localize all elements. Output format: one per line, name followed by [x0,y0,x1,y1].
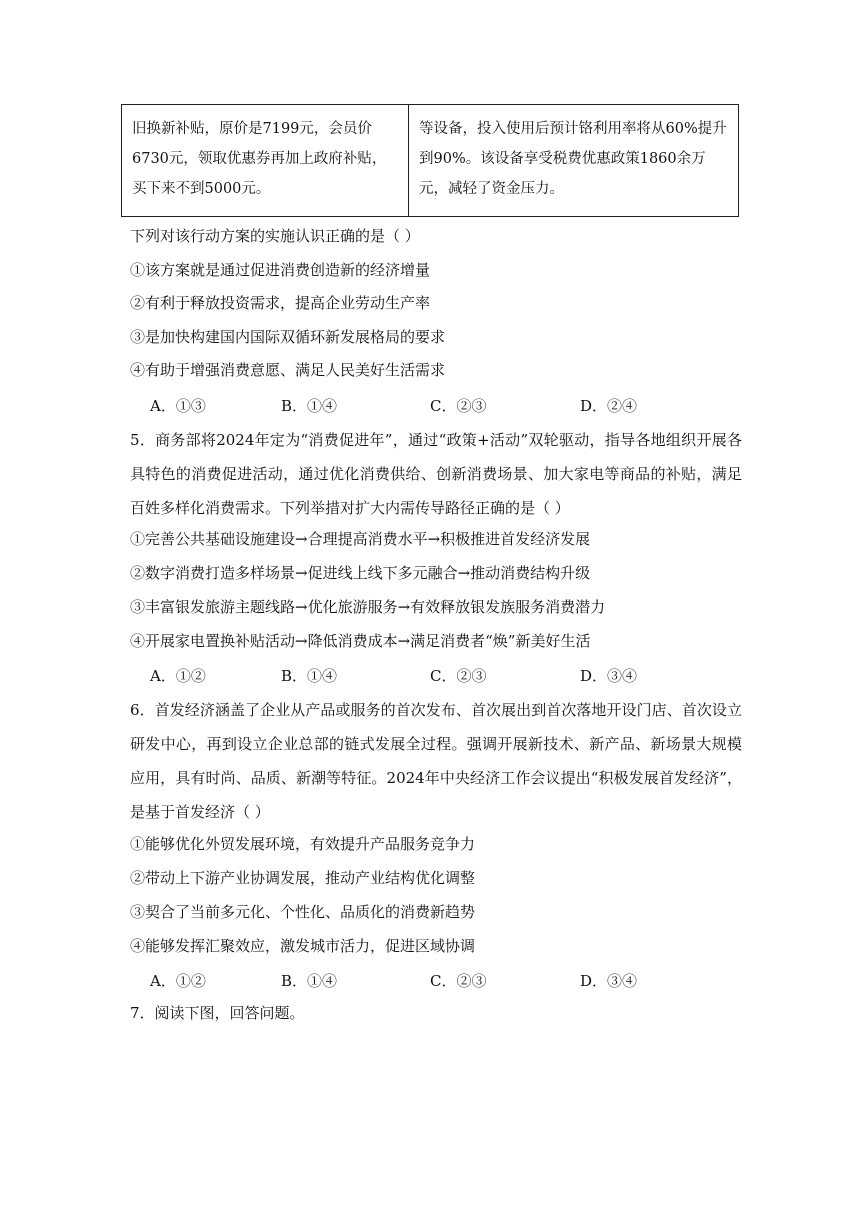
q6-item-1: ①能够优化外贸发展环境，有效提升产品服务竞争力 [130,835,476,853]
q7-stem: 7．阅读下图，回答问题。 [130,1004,305,1022]
q6-options [150,970,710,992]
q5-option-b: B．①④ [281,667,338,685]
material-table [121,104,739,217]
q4-option-d: D．②④ [580,397,638,415]
q6-item-2: ②带动上下游产业协调发展，推动产业结构优化调整 [130,869,476,887]
q6-item-3: ③契合了当前多元化、个性化、品质化的消费新趋势 [130,903,476,921]
q6-option-c: C．②③ [430,972,487,990]
q4-options [150,395,710,417]
q5-item-1: ①完善公共基础设施建设→合理提高消费水平→积极推进首发经济发展 [130,530,591,548]
q5-item-2: ②数字消费打造多样场景→促进线上线下多元融合→推动消费结构升级 [130,564,591,582]
q6-option-b: B．①④ [281,972,338,990]
q4-option-a: A．①③ [150,397,206,415]
q4-item-1: ①该方案就是通过促进消费创造新的经济增量 [130,261,431,279]
q4-option-c: C．②③ [430,397,487,415]
q4-item-4: ④有助于增强消费意愿、满足人民美好生活需求 [130,361,446,379]
material-table-right-cell: 等设备，投入使用后预计铬利用率将从60%提升到90%。该设备享受税费优惠政策1860余万元，减轻了资金压力。 [409,105,739,217]
q5-item-4: ④开展家电置换补贴活动→降低消费成本→满足消费者“焕”新美好生活 [130,632,591,650]
q4-option-b: B．①④ [281,397,338,415]
q6-item-4: ④能够发挥汇聚效应，激发城市活力，促进区域协调 [130,937,476,955]
q5-option-a: A．①② [150,667,206,685]
q4-stem: 下列对该行动方案的实施认识正确的是（ ） [130,227,420,245]
material-table-left-cell: 旧换新补贴，原价是7199元，会员价6730元，领取优惠券再加上政府补贴，买下来不到5000元。 [122,105,409,217]
q5-option-d: D．③④ [580,667,638,685]
q4-item-3: ③是加快构建国内国际双循环新发展格局的要求 [130,328,446,346]
q5-stem: 5．商务部将2024年定为“消费促进年”，通过“政策+活动”双轮驱动，指导各地组织开展各具特色的消费促进活动，通过优化消费供给、创新消费场景、加大家电等商品的补贴，满足百姓多样化消费需求。下列举措对扩大内需传导路径正确的是（ ） [130,431,742,517]
q5-options [150,665,710,687]
q5-item-3: ③丰富银发旅游主题线路→优化旅游服务→有效释放银发族服务消费潜力 [130,598,606,616]
q5-option-c: C．②③ [430,667,487,685]
q6-stem: 6．首发经济涵盖了企业从产品或服务的首次发布、首次展出到首次落地开设门店、首次设立研发中心，再到设立企业总部的链式发展全过程。强调开展新技术、新产品、新场景大规模应用，具有时尚、品质、新潮等特征。2024年中央经济工作会议提出“积极发展首发经济”，是基于首发经济（ ） [130,701,742,821]
q4-item-2: ②有利于释放投资需求，提高企业劳动生产率 [130,294,431,312]
q6-option-a: A．①② [150,972,206,990]
q6-option-d: D．③④ [580,972,638,990]
